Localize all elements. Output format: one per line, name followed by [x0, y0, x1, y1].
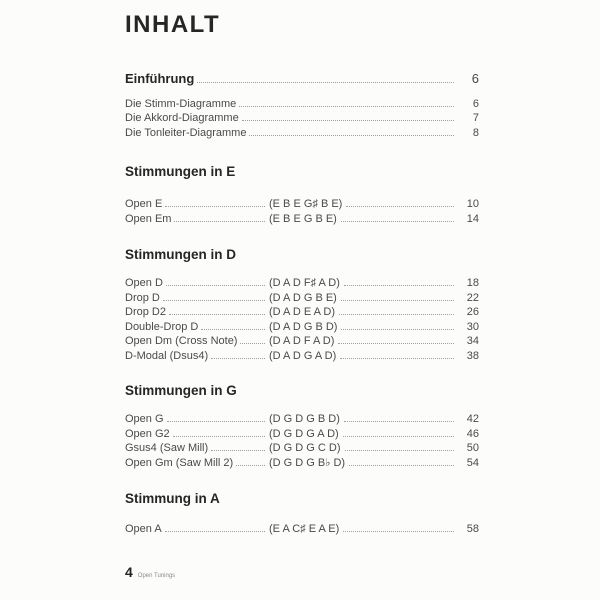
tuning-notes: (E B E G B E)	[269, 212, 337, 225]
toc-entry-page: 6	[472, 97, 479, 110]
tuning-notes: (D G D G A D)	[269, 427, 339, 440]
section-heading: Stimmungen in G	[125, 383, 237, 398]
footer-page-number: 4	[125, 564, 133, 580]
dot-leader	[201, 329, 265, 330]
toc-entry-page: 42	[466, 413, 479, 425]
toc-entry	[125, 456, 479, 471]
dot-leader	[165, 531, 265, 532]
toc-entry-page: 34	[466, 335, 479, 347]
toc-entry-page: 14	[466, 212, 479, 225]
toc-entry-label: Double-Drop D	[125, 320, 199, 333]
dot-leader	[344, 421, 454, 422]
toc-entry-page: 8	[472, 126, 479, 139]
dot-leader	[197, 82, 454, 83]
dot-leader	[242, 120, 454, 121]
tuning-notes: (D G D G C D)	[269, 442, 341, 454]
footer-book-title: Open Tunings	[137, 573, 176, 579]
toc-entry-einfuehrung	[125, 72, 479, 87]
tuning-notes: (D G D G B♭ D)	[269, 456, 346, 469]
tuning-notes: (D A D G B D)	[269, 320, 338, 333]
toc-entry-label: Gsus4 (Saw Mill)	[125, 442, 209, 454]
dot-leader	[211, 358, 265, 359]
toc-entry-label: Die Tonleiter-Diagramme	[125, 126, 247, 139]
toc-entry-label: Die Stimm-Diagramme	[125, 97, 237, 110]
tuning-notes: (D A D F♯ A D)	[269, 277, 340, 289]
toc-entry	[125, 305, 479, 320]
toc-entry-label: Open A	[125, 523, 162, 535]
toc-entry	[125, 427, 479, 442]
toc-entry	[125, 441, 479, 456]
dot-leader	[165, 206, 265, 207]
toc-entry-label: Open D	[125, 277, 163, 289]
section-heading: Stimmungen in E	[125, 164, 236, 179]
toc-entry-label: Open Dm (Cross Note)	[125, 335, 238, 347]
toc-entry-page: 22	[466, 291, 479, 304]
toc-entry	[125, 197, 479, 212]
dot-leader	[249, 135, 454, 136]
toc-entry	[125, 320, 479, 335]
dot-leader	[240, 343, 265, 344]
dot-leader	[163, 300, 265, 301]
toc-entry	[125, 111, 479, 126]
dot-leader	[345, 450, 455, 451]
toc-section-e	[125, 164, 479, 226]
dot-leader	[343, 436, 454, 437]
tuning-notes: (E B E G♯ B E)	[269, 198, 343, 210]
toc-entry	[125, 349, 479, 364]
toc-entry-label: D-Modal (Dsus4)	[125, 349, 209, 362]
section-heading: Stimmung in A	[125, 491, 220, 506]
dot-leader	[174, 221, 265, 222]
dot-leader	[340, 358, 454, 359]
toc-entry-label: Open Gm (Saw Mill 2)	[125, 456, 234, 469]
dot-leader	[341, 300, 454, 301]
tuning-notes: (D A D G A D)	[269, 349, 337, 362]
section-item-list	[125, 522, 479, 537]
tuning-notes: (D A D E A D)	[269, 306, 336, 318]
dot-leader	[166, 285, 265, 286]
toc-entry-label: Einführung	[125, 71, 195, 86]
toc-content	[125, 12, 479, 537]
dot-leader	[341, 329, 454, 330]
dot-leader	[173, 436, 265, 437]
page-footer	[125, 564, 175, 580]
dot-leader	[236, 465, 265, 466]
toc-entry	[125, 97, 479, 112]
dot-leader	[211, 450, 265, 451]
intro-item-list	[125, 97, 479, 141]
toc-entry-page: 10	[466, 198, 479, 210]
page-title: INHALT	[125, 11, 221, 38]
tuning-notes: (E A C♯ E A E)	[269, 523, 340, 535]
toc-entry-label: Open G2	[125, 427, 170, 440]
toc-entry-label: Open Em	[125, 212, 172, 225]
toc-entry-label: Open G	[125, 413, 164, 425]
dot-leader	[344, 285, 454, 286]
tuning-notes: (D A D F A D)	[269, 335, 335, 347]
toc-entry	[125, 212, 479, 227]
section-item-list	[125, 197, 479, 226]
dot-leader	[349, 465, 454, 466]
toc-entry	[125, 334, 479, 349]
toc-section-a	[125, 491, 479, 537]
dot-leader	[341, 221, 454, 222]
toc-entry	[125, 522, 479, 537]
dot-leader	[167, 421, 265, 422]
toc-entry	[125, 291, 479, 306]
tuning-notes: (D A D G B E)	[269, 291, 337, 304]
section-item-list	[125, 412, 479, 470]
toc-entry-page: 30	[466, 320, 479, 333]
dot-leader	[338, 343, 454, 344]
toc-entry-page: 26	[466, 306, 479, 318]
dot-leader	[346, 206, 454, 207]
toc-entry-page: 46	[466, 427, 479, 440]
section-item-list	[125, 276, 479, 363]
toc-entry	[125, 126, 479, 141]
toc-section-d	[125, 247, 479, 363]
section-heading: Stimmungen in D	[125, 247, 236, 262]
toc-entry-page: 38	[466, 349, 479, 362]
toc-entry-label: Drop D2	[125, 306, 166, 318]
toc-entry-page: 7	[472, 112, 479, 124]
dot-leader	[169, 314, 265, 315]
toc-entry	[125, 412, 479, 427]
toc-section-g	[125, 383, 479, 470]
tuning-notes: (D G D G B D)	[269, 413, 340, 425]
toc-entry-label: Open E	[125, 198, 163, 210]
toc-entry	[125, 276, 479, 291]
dot-leader	[339, 314, 454, 315]
toc-entry-page: 50	[466, 442, 479, 454]
dot-leader	[343, 531, 454, 532]
toc-entry-page: 54	[466, 456, 479, 469]
toc-entry-page: 6	[471, 71, 479, 86]
toc-entry-label: Die Akkord-Diagramme	[125, 112, 239, 124]
toc-entry-label: Drop D	[125, 291, 160, 304]
toc-entry-page: 58	[466, 523, 479, 535]
dot-leader	[239, 106, 454, 107]
toc-entry-page: 18	[466, 277, 479, 289]
